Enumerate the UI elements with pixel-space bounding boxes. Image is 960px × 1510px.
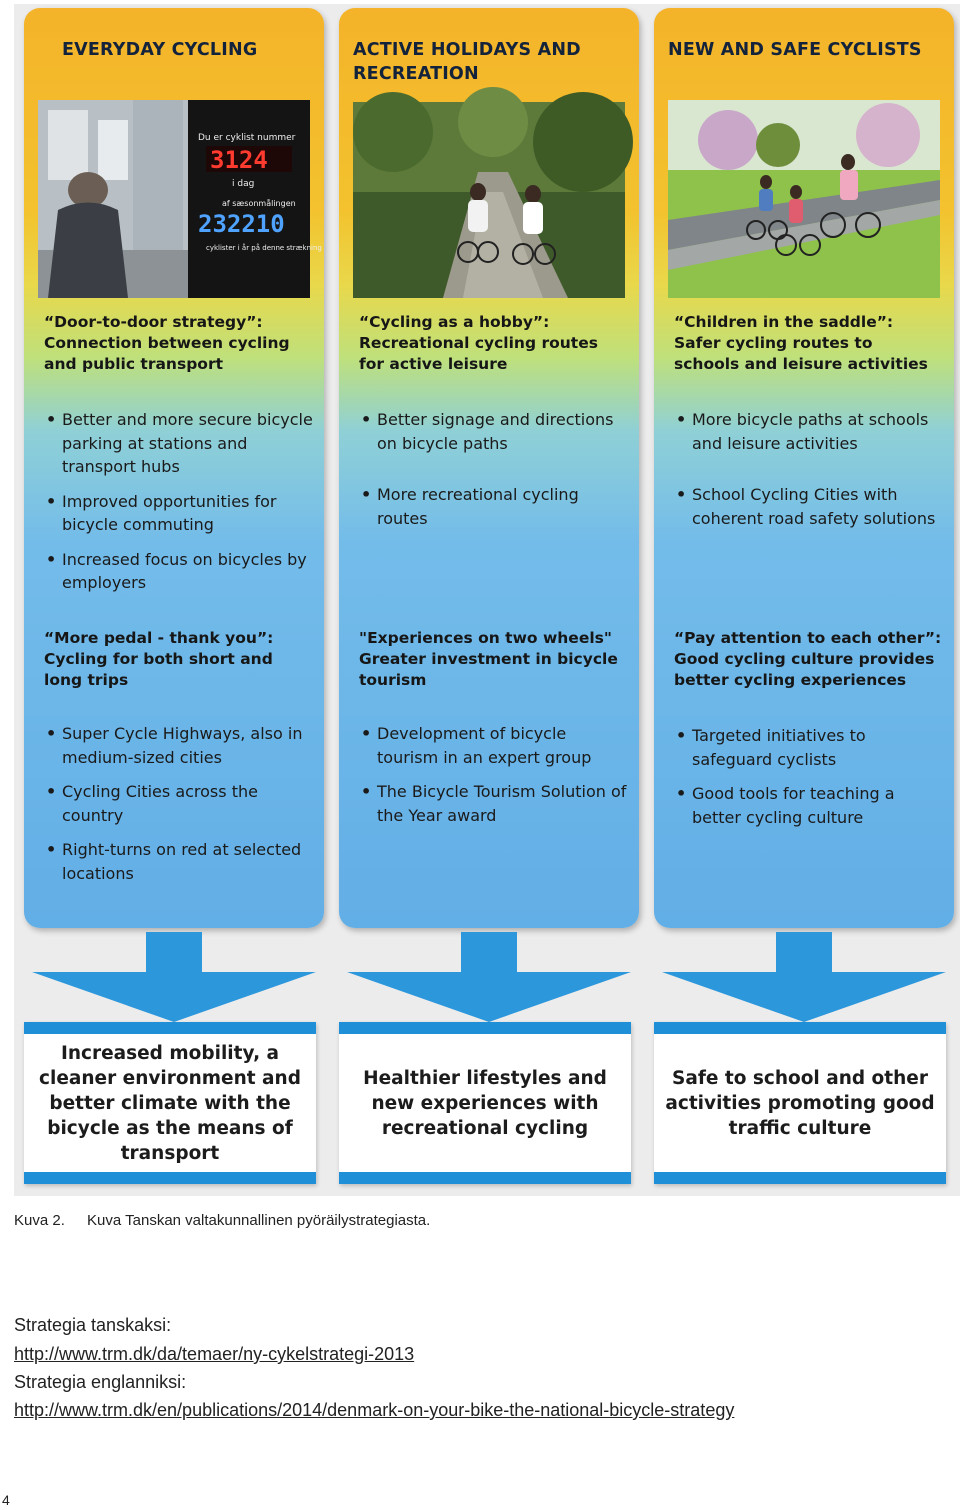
bullet-item: • Targeted initiatives to safeguard cyclists [672, 724, 946, 771]
photo-family-cycling [668, 100, 940, 298]
arrow-down-icon [24, 932, 324, 1022]
bullet-list-children-saddle [672, 408, 946, 541]
bullet-item: • Better signage and directions on bicycle paths [357, 408, 631, 455]
danish-strategy-label: Strategia tanskaksi: [14, 1315, 172, 1335]
section-head-pay-attention: “Pay attention to each other”: Good cycling culture provides better cycling experiences [674, 629, 942, 689]
english-strategy-link[interactable]: http://www.trm.dk/en/publications/2014/denmark-on-your-bike-the-national-bicycle-strategy [14, 1400, 735, 1420]
column-title: NEW AND SAFE CYCLISTS [668, 40, 922, 60]
section-head-more-pedal: “More pedal - thank you”: Cycling for both short and long trips [44, 629, 274, 689]
counter-label-year: cyklister i år på denne strækning [206, 244, 322, 252]
arrow-down-icon [339, 932, 639, 1022]
bullet-item: • Better and more secure bicycle parking at stations and transport hubs [42, 408, 316, 479]
bullet-list-door-to-door [42, 408, 316, 606]
section-head-children-saddle: “Children in the saddle”: Safer cycling routes to schools and leisure activities [674, 313, 928, 373]
bullet-item: • More bicycle paths at schools and leisure activities [672, 408, 946, 455]
bullet-item: • Cycling Cities across the country [42, 780, 316, 827]
photo-forest-cyclists [353, 102, 625, 298]
bullet-list-pay-attention [672, 724, 946, 840]
section-head-cycling-hobby: “Cycling as a hobby”: Recreational cycling routes for active leisure [359, 313, 598, 373]
section-head-experiences: "Experiences on two wheels" Greater investment in bicycle tourism [359, 629, 618, 689]
bullet-item: • Good tools for teaching a better cycling culture [672, 782, 946, 829]
caption-number: Kuva 2. [14, 1212, 65, 1229]
column-title: EVERYDAY CYCLING [62, 40, 258, 60]
column-active-holidays [339, 8, 639, 928]
outcome-box-healthier: Healthier lifestyles and new experiences with recreational cycling [339, 1022, 631, 1184]
bullet-list-cycling-hobby [357, 408, 631, 541]
counter-label-top: Du er cyklist nummer [198, 133, 296, 143]
bullet-item: • Development of bicycle tourism in an expert group [357, 722, 631, 769]
page-number: 4 [2, 1492, 10, 1508]
bullet-list-experiences [357, 722, 631, 838]
strategy-infographic [14, 4, 960, 1196]
counter-label-season: af sæsonmålingen [222, 199, 296, 208]
bullet-item: • The Bicycle Tourism Solution of the Year award [357, 780, 631, 827]
figure-caption [14, 1212, 430, 1229]
section-head-door-to-door: “Door-to-door strategy”: Connection between cycling and public transport [44, 313, 290, 373]
arrow-down-icon [654, 932, 954, 1022]
counter-label-today: i dag [232, 179, 255, 189]
counter-season-number: 232210 [198, 210, 285, 238]
column-everyday-cycling [24, 8, 324, 928]
outcome-box-mobility: Increased mobility, a cleaner environment and better climate with the bicycle as the means of transport [24, 1022, 316, 1184]
bullet-item: • School Cycling Cities with coherent road safety solutions [672, 483, 946, 530]
caption-text: Kuva Tanskan valtakunnallinen pyöräilystrategiasta. [87, 1212, 431, 1229]
english-strategy-label: Strategia englanniksi: [14, 1372, 187, 1392]
bullet-item: • Improved opportunities for bicycle commuting [42, 490, 316, 537]
bullet-item: • Super Cycle Highways, also in medium-sized cities [42, 722, 316, 769]
counter-today-number: 3124 [210, 146, 268, 174]
bullet-item: • Right-turns on red at selected locations [42, 838, 316, 885]
photo-commuter-counter [38, 100, 322, 298]
bullet-list-more-pedal [42, 722, 316, 896]
bullet-item: • More recreational cycling routes [357, 483, 631, 530]
outcome-box-safe-school: Safe to school and other activities promoting good traffic culture [654, 1022, 946, 1184]
danish-strategy-link[interactable]: http://www.trm.dk/da/temaer/ny-cykelstrategi-2013 [14, 1344, 415, 1364]
column-new-safe-cyclists [654, 8, 954, 928]
bullet-item: • Increased focus on bicycles by employers [42, 548, 316, 595]
column-title: ACTIVE HOLIDAYS AND RECREATION [353, 40, 581, 84]
